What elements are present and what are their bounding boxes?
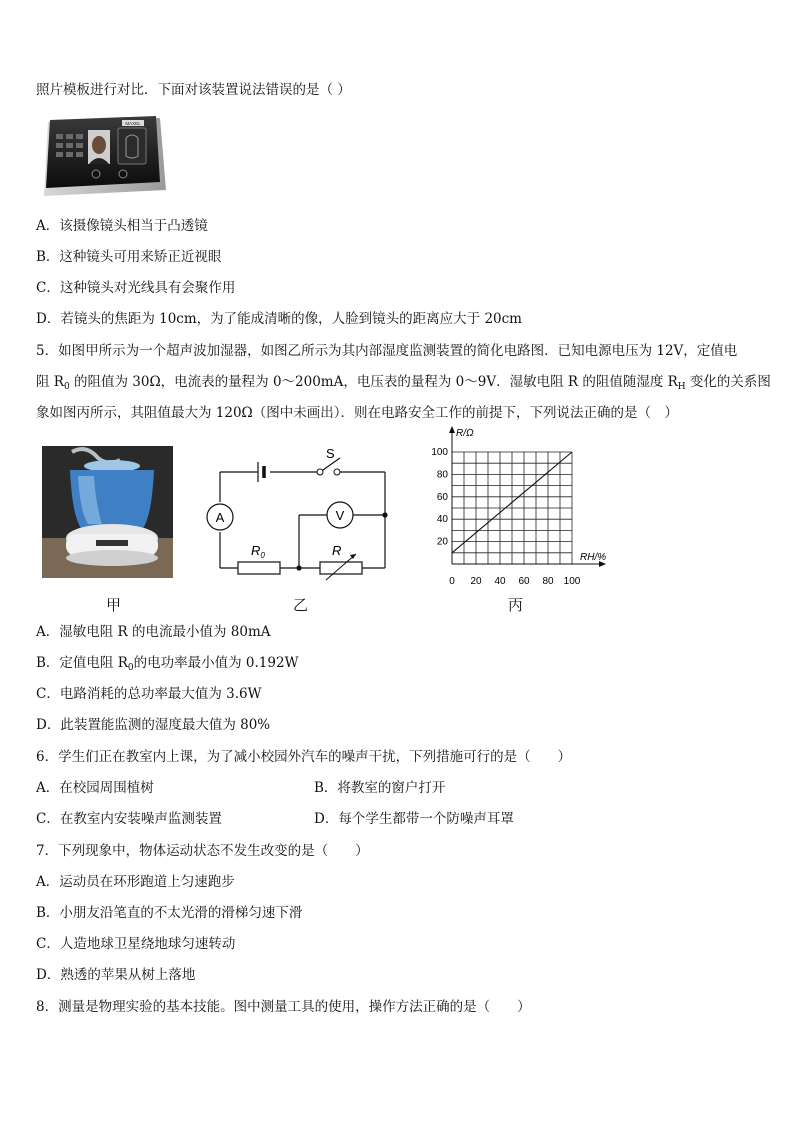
- svg-text:R0: $R_0$: [251, 543, 265, 560]
- q4-option-b: B．这种镜头可用来矫正近视眼: [36, 249, 222, 265]
- x-tick-label: 60: [518, 576, 530, 587]
- y-tick-label: 80: [436, 469, 448, 481]
- humidity-resistance-chart: [420, 424, 620, 594]
- circuit-diagram: [200, 442, 400, 582]
- resistor-r0: [238, 543, 280, 574]
- q5-stem-line1: 5．如图甲所示为一个超声波加湿器，如图乙所示为其内部湿度监测装置的简化电路图．已知电源电压为 12V，定值电: [36, 343, 738, 359]
- q5-option-d: D．此装置能监测的湿度最大值为 80%: [36, 717, 271, 733]
- y-tick-label: 20: [436, 536, 448, 548]
- q5-option-c: C．电路消耗的总功率最大值为 3.6W: [36, 686, 262, 702]
- ammeter-symbol: [207, 504, 233, 530]
- x-tick-label: 100: [563, 576, 581, 587]
- q5-stem-line3: 象如图丙所示，其阻值最大为 120Ω（图中未画出）．则在电路安全工作的前提下，下列说法正确的是（ ）: [36, 405, 679, 421]
- q6-option-d: D．每个学生都带一个防噪声耳罩: [314, 811, 514, 827]
- q4-option-c: C．这种镜头对光线具有会聚作用: [36, 280, 236, 296]
- battery-symbol: [258, 462, 264, 482]
- chart-x-axis-label: RH/%: [580, 552, 607, 563]
- q6-stem: 6．学生们正在教室内上课，为了减小校园外汽车的噪声干扰，下列措施可行的是（ ）: [36, 749, 572, 765]
- q8-stem: 8．测量是物理实验的基本技能。图中测量工具的使用，操作方法正确的是（ ）: [36, 999, 531, 1015]
- x-tick-label: 20: [470, 576, 482, 587]
- q4-stem: 照片模板进行对比．下面对该装置说法错误的是（ ）: [36, 82, 351, 98]
- x-tick-label: 80: [542, 576, 554, 587]
- svg-text:V: V: [335, 508, 345, 523]
- q7-option-b: B．小朋友沿笔直的不太光滑的滑梯匀速下滑: [36, 905, 303, 921]
- humistor-r: [320, 543, 362, 580]
- q6-option-b: B．将教室的窗户打开: [314, 780, 446, 796]
- q6-option-c: C．在教室内安装噪声监测装置: [36, 811, 222, 827]
- q5-option-a: A．湿敏电阻 R 的电流最小值为 80mA: [36, 624, 271, 640]
- voltmeter-symbol: [327, 502, 353, 528]
- x-tick-label: 0: [449, 576, 455, 587]
- q5-option-b: B．定值电阻 $R_0$的电功率最小值为 0.192W: [36, 655, 299, 673]
- y-tick-label: 100: [431, 447, 448, 458]
- caption-jia: 甲: [106, 596, 122, 614]
- device-logo: MAXEL: [125, 121, 141, 126]
- q7-stem: 7．下列现象中，物体运动状态不发生改变的是（ ）: [36, 843, 369, 859]
- caption-yi: 乙: [293, 596, 309, 614]
- x-tick-label: 40: [494, 576, 506, 587]
- q6-option-a: A．在校园周围植树: [36, 780, 154, 796]
- caption-bing: 丙: [508, 596, 524, 614]
- humidifier-image: [42, 446, 173, 578]
- y-tick-label: 60: [436, 491, 448, 503]
- q4-option-a: A．该摄像镜头相当于凸透镜: [36, 218, 208, 234]
- y-axis-arrow: [449, 426, 455, 433]
- q5-stem-line2: 阻 $R_0$ 的阻值为 30Ω，电流表的量程为 0～200mA，电压表的量程为 0～9V．湿敏电阻 R 的阻值随湿度 $R_H$ 变化的关系图: [36, 374, 771, 392]
- svg-text:A: A: [215, 510, 225, 525]
- svg-text:R: R: [332, 543, 342, 558]
- switch-label: S: [326, 446, 335, 461]
- y-tick-label: 40: [436, 514, 448, 526]
- q7-option-d: D．熟透的苹果从树上落地: [36, 967, 196, 983]
- q4-option-d: D．若镜头的焦距为 10cm，为了能成清晰的像，人脸到镜头的距离应大于 20cm: [36, 311, 522, 327]
- q7-option-a: A．运动员在环形跑道上匀速跑步: [36, 874, 235, 890]
- chart-y-axis-label: R/Ω: [456, 428, 474, 439]
- face-recognition-device-image: [38, 112, 168, 204]
- q7-option-c: C．人造地球卫星绕地球匀速转动: [36, 936, 236, 952]
